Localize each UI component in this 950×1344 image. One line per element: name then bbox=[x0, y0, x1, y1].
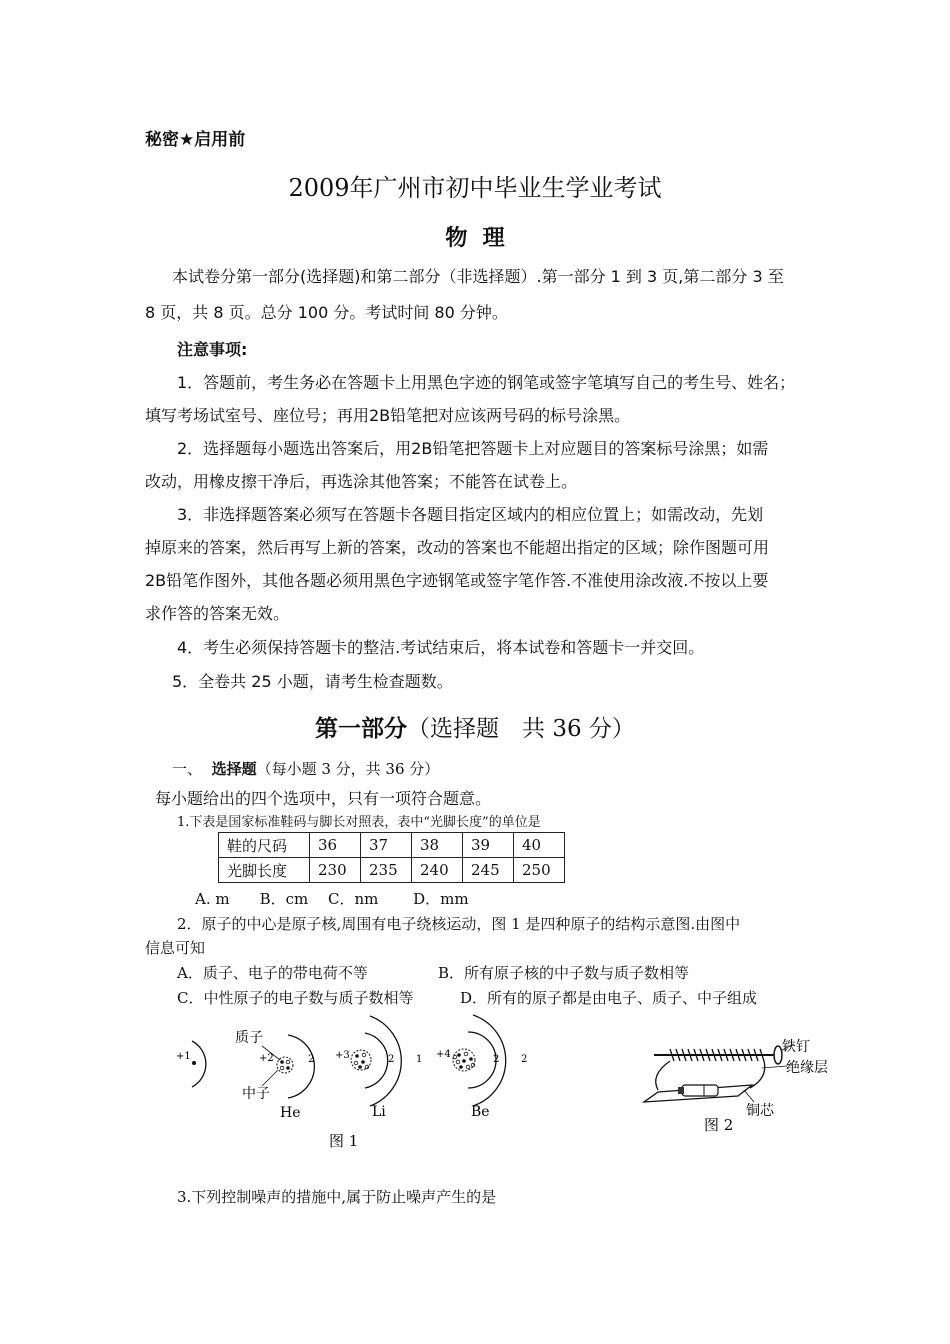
li-particle bbox=[362, 1053, 366, 1057]
li-particle bbox=[354, 1061, 358, 1065]
note-3-line-4: 求作答的答案无效。 bbox=[145, 604, 290, 623]
figure-2-caption: 图 2 bbox=[704, 1116, 734, 1134]
note-4: 4．考生必须保持答题卡的整洁.考试结束后，将本试卷和答题卡一并交回。 bbox=[177, 638, 705, 657]
section-1-title: 选择题 bbox=[211, 760, 257, 778]
q2-option-b: B．所有原子核的中子数与质子数相等 bbox=[438, 964, 690, 982]
q1-stem: 1.下表是国家标准鞋码与脚长对照表，表中“光脚长度”的单位是 bbox=[177, 815, 541, 830]
part-1-heading bbox=[0, 710, 950, 743]
intro-line-2: 8 页，共 8 页。总分 100 分。考试时间 80 分钟。 bbox=[145, 303, 508, 322]
q2-option-c: C．中性原子的电子数与质子数相等 bbox=[177, 989, 414, 1007]
figure-2-electromagnet bbox=[640, 1030, 840, 1140]
be-particle bbox=[464, 1052, 468, 1056]
wire-right bbox=[750, 1061, 765, 1088]
table-cell: 40 bbox=[514, 833, 565, 858]
be-particle bbox=[462, 1059, 466, 1063]
table-cell: 36 bbox=[310, 833, 361, 858]
table-cell: 鞋的尺码 bbox=[219, 833, 310, 858]
be-particle bbox=[459, 1065, 463, 1069]
table-cell: 250 bbox=[514, 858, 565, 883]
be-name: Be bbox=[471, 1104, 490, 1120]
table-cell: 38 bbox=[412, 833, 463, 858]
part-1-subtitle: （选择题 共 36 分） bbox=[407, 716, 635, 742]
neutron-pointer bbox=[262, 1070, 278, 1086]
li-particle bbox=[361, 1060, 365, 1064]
section-1-instruction: 每小题给出的四个选项中，只有一项符合题意。 bbox=[155, 789, 492, 808]
li-name: Li bbox=[372, 1104, 386, 1120]
note-1-line-2: 填写考场试室号、座位号；再用2B铅笔把对应该两号码的标号涂黑。 bbox=[145, 406, 631, 425]
be-particle bbox=[469, 1057, 473, 1061]
li-particle bbox=[355, 1054, 359, 1058]
note-3-line-2: 掉原来的答案，然后再写上新的答案，改动的答案也不能超出指定的区域；除作图题可用 bbox=[145, 538, 770, 557]
note-1-line-1: 1．答题前，考生务必在答题卡上用黑色字迹的钢笔或签字笔填写自己的考生号、姓名； bbox=[177, 373, 796, 392]
he-particle bbox=[286, 1066, 290, 1070]
h-nucleus bbox=[192, 1061, 196, 1065]
be-shell-1-count: 2 bbox=[493, 1054, 500, 1065]
insulation-pointer bbox=[762, 1066, 787, 1068]
be-charge: +4 bbox=[436, 1049, 451, 1060]
he-shell bbox=[288, 1035, 314, 1098]
wire-left bbox=[656, 1061, 670, 1090]
be-shell-2-count: 2 bbox=[521, 1054, 528, 1065]
he-particle bbox=[280, 1066, 284, 1070]
table-row bbox=[219, 833, 565, 858]
figure-1-caption: 图 1 bbox=[329, 1132, 359, 1150]
q2-stem-line-1: 2．原子的中心是原子核,周围有电子绕核运动，图 1 是四种原子的结构示意图.由图中 bbox=[177, 915, 741, 933]
copper-pointer bbox=[744, 1090, 754, 1102]
he-particle bbox=[280, 1060, 284, 1064]
he-name: He bbox=[280, 1105, 301, 1121]
q3-stem: 3.下列控制噪声的措施中,属于防止噪声产生的是 bbox=[177, 1188, 497, 1206]
he-particle bbox=[286, 1060, 290, 1064]
table-row bbox=[219, 858, 565, 883]
table-cell: 光脚长度 bbox=[219, 858, 310, 883]
li-shell-2-count: 1 bbox=[416, 1054, 423, 1065]
table-cell: 39 bbox=[463, 833, 514, 858]
section-1-number: 一、 bbox=[172, 760, 203, 778]
note-2-line-1: 2．选择题每小题选出答案后，用2B铅笔把答题卡上对应题目的答案标号涂黑；如需 bbox=[177, 439, 769, 458]
q1-options: A. m B．cm C．nm D．mm bbox=[195, 890, 469, 908]
table-cell: 230 bbox=[310, 858, 361, 883]
battery-terminal bbox=[678, 1087, 684, 1094]
notes-title: 注意事项: bbox=[177, 340, 248, 359]
label-proton: 质子 bbox=[235, 1030, 263, 1046]
section-1-heading bbox=[172, 758, 439, 779]
he-charge: +2 bbox=[259, 1053, 274, 1064]
section-1-score: （每小题 3 分，共 36 分） bbox=[256, 760, 440, 778]
table-cell: 235 bbox=[361, 858, 412, 883]
intro-line-1: 本试卷分第一部分(选择题)和第二部分（非选择题）.第一部分 1 到 3 页,第二部分 3 至 bbox=[172, 267, 784, 286]
q2-option-d: D．所有的原子都是由电子、质子、中子组成 bbox=[460, 989, 758, 1007]
be-shell-outer bbox=[473, 1015, 506, 1106]
label-neutron: 中子 bbox=[242, 1086, 270, 1102]
note-3-line-3: 2B铅笔作图外，其他各题必须用黑色字迹钢笔或签字笔作答.不准使用涂改液.不按以上要 bbox=[145, 571, 769, 590]
shoe-size-table bbox=[218, 832, 565, 883]
table-cell: 245 bbox=[463, 858, 514, 883]
li-charge: +3 bbox=[335, 1050, 350, 1061]
li-shell-outer bbox=[370, 1016, 401, 1106]
h-charge: +1 bbox=[176, 1051, 191, 1062]
note-3-line-1: 3．非选择题答案必须写在答题卡各题目指定区域内的相应位置上；如需改动，先划 bbox=[177, 505, 764, 524]
li-shell-1-count: 2 bbox=[388, 1054, 395, 1065]
note-2-line-2: 改动，用橡皮擦干净后，再选涂其他答案；不能答在试卷上。 bbox=[145, 472, 578, 491]
figure-1-atoms bbox=[170, 1010, 550, 1150]
table-cell: 240 bbox=[412, 858, 463, 883]
be-particle bbox=[457, 1053, 461, 1057]
note-5: 5．全卷共 25 小题，请考生检查题数。 bbox=[172, 672, 453, 691]
be-particle bbox=[453, 1055, 457, 1059]
q2-option-a: A．质子、电子的带电荷不等 bbox=[177, 964, 368, 982]
part-1-title: 第一部分 bbox=[315, 716, 408, 742]
label-insulation: 绝缘层 bbox=[786, 1060, 828, 1076]
exam-title: 2009年广州市初中毕业生学业考试 bbox=[288, 174, 662, 202]
battery bbox=[682, 1085, 718, 1096]
subject-title: 物 理 bbox=[445, 226, 505, 251]
nail-head bbox=[774, 1046, 782, 1064]
he-shell-count: 2 bbox=[308, 1054, 315, 1065]
q2-stem-line-2: 信息可知 bbox=[145, 939, 206, 957]
be-particle bbox=[456, 1060, 460, 1064]
label-copper: 铜芯 bbox=[746, 1103, 774, 1119]
be-particle bbox=[466, 1065, 470, 1069]
label-nail: 铁钉 bbox=[782, 1039, 810, 1055]
secret-label: 秘密★启用前 bbox=[145, 130, 246, 150]
li-shell-inner bbox=[365, 1033, 388, 1088]
table-cell: 37 bbox=[361, 833, 412, 858]
li-particle bbox=[358, 1065, 362, 1069]
